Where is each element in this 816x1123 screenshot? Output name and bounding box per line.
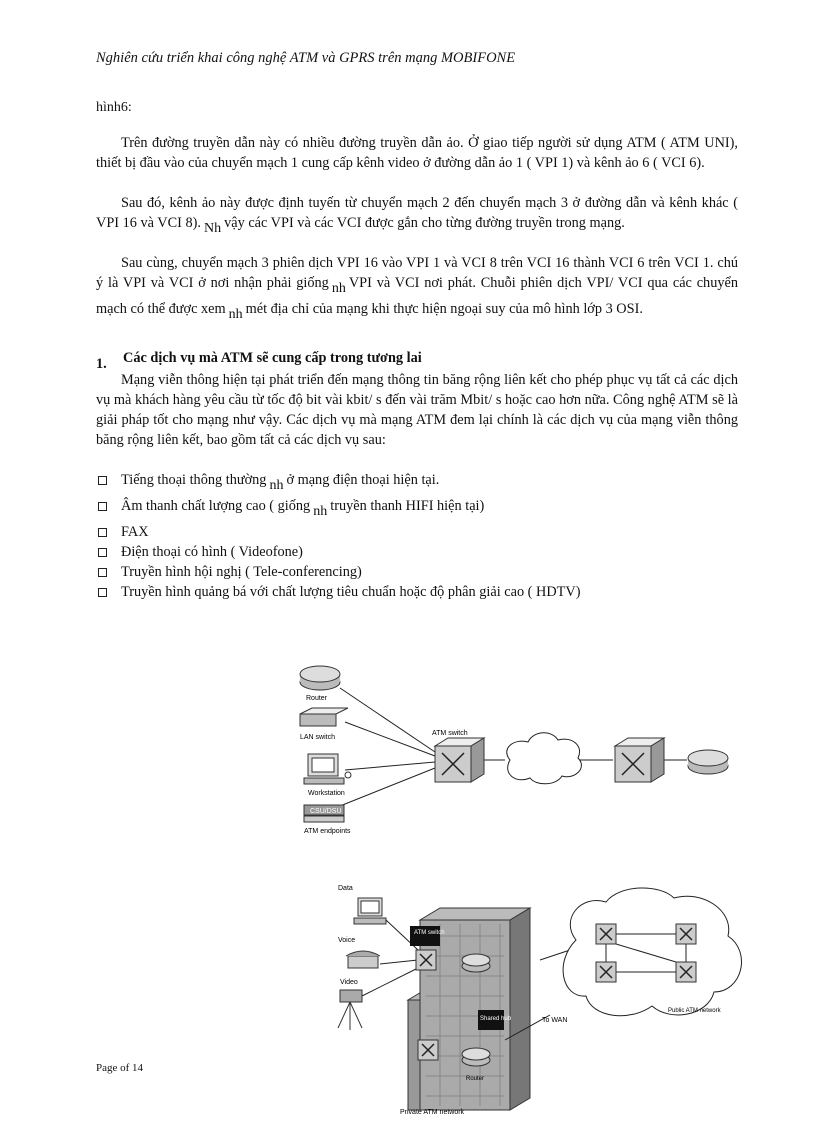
paragraph-3-text-a: Sau cùng, chuyển mạch 3 phiên dịch VPI 16 vào VPI 1 và VCI 8 trên VCI 16 thành VCI 6 trên VCI 1. chú ý là VPI và VCI ở nơi nhận phải giống [96,255,738,291]
atm-switch-icon [676,962,696,982]
atm-switch-icon [615,738,664,782]
list-item [96,522,738,542]
router-label: Router [306,695,328,702]
atm-switch-icon [596,962,616,982]
voice-label: Voice [338,937,356,944]
list-item [96,542,738,562]
bullet-box-icon [98,502,107,511]
csu-dsu-icon [304,805,351,835]
list-item-text: Tiếng thoại thông thường [121,472,267,488]
section-number: 1. [96,356,107,372]
router-icon [688,750,728,774]
paragraph-3-sub-1: nh [331,281,346,296]
list-item [96,562,738,582]
public-cloud-icon [563,888,741,1016]
workstation-icon [304,754,351,797]
cloud-icon [507,733,582,784]
router-icon [300,666,340,702]
paragraph-3-text-b: VPI và VCI nơi phát. Chuỗi phiên dịch VPI/ VCI qua các chuyển mạch có thể được xem [96,275,738,317]
section-intro: Mạng viễn thông hiện tại phát triển đến mạng thông tin băng rộng liên kết cho phép phục vụ tất cả các dịch vụ mà khách hàng yêu cầu từ tốc độ bit vài kbit/ s đến vài trăm Mbit/ s hoặc cao hơn nữa. Công nghệ ATM sẽ là giải pháp tốt cho mạng như vậy. Các dịch vụ mà mạng ATM đem lại chính là các dịch vụ của mạng viễn thông băng rộng liên kết, bao gồm tất cả các dịch vụ sau: [96,372,738,448]
atm-switch-label-box [410,926,445,946]
paragraph-2-sub: Nh [203,221,222,236]
paragraph-3-sub-2: nh [228,307,243,322]
video-label: Video [340,979,358,986]
workstation-label: Workstation [308,790,345,797]
list-item [96,582,738,602]
bullet-box-icon [98,568,107,577]
atm-switch-icon [416,950,436,970]
atm-switch-icon [596,924,616,944]
list-item-text: ở mạng điện thoại hiện tại. [286,472,440,488]
atm-switch-icon [676,924,696,944]
bullet-box-icon [98,528,107,537]
page-footer: Page of 14 [96,1062,144,1074]
paragraph-3-text-c: mét địa chỉ của mạng khi thực hiện ngoại suy của mô hình lớp 3 OSI. [245,301,643,317]
list-item-text: truyền thanh HIFI hiện tại) [330,498,485,514]
video-camera-icon [338,979,362,1030]
paragraph-2-text-b: vậy các VPI và các VCI được gắn cho từng đường truyền trong mạng. [224,215,625,231]
atm-switch-icon [432,730,484,782]
csu-dsu-label: CSU/DSU [310,808,342,815]
list-item [96,470,738,496]
list-item-sub: nh [269,478,284,493]
private-atm-label: Private ATM network [400,1109,465,1116]
atm-switch-label: ATM switch [432,730,468,737]
atm-switch-icon [418,1040,438,1060]
section-title: Các dịch vụ mà ATM sẽ cung cấp trong tương lai [123,350,422,366]
paragraph-3 [96,253,738,325]
page-header: Nghiên cứu triển khai công nghệ ATM và GPRS trên mạng MOBIFONE [96,50,516,66]
router-label: Router [466,1076,485,1082]
list-item-text: Truyền hình hội nghị ( Tele-conferencing) [121,564,362,580]
bullet-box-icon [98,548,107,557]
service-list [96,470,738,602]
bullet-box-icon [98,476,107,485]
bullet-box-icon [98,588,107,597]
private-public-atm-diagram [330,880,770,1118]
list-item-sub: nh [313,504,328,519]
data-terminal-icon [338,885,386,924]
data-label: Data [338,885,353,892]
phone-icon [338,937,380,968]
atm-endpoints-label: ATM endpoints [304,828,351,835]
paragraph-1: Trên đường truyền dẫn này có nhiều đường truyền dẫn ảo. Ở giao tiếp người sử dụng ATM ( ATM UNI), thiết bị đầu vào của chuyển mạch 1 cung cấp kênh video ở đường dẫn ảo 1 ( VPI 1) và kênh ảo 6 ( VCI 6). [96,135,738,171]
list-item [96,496,738,522]
list-item-text: Truyền hình quảng bá với chất lượng tiêu chuẩn hoặc độ phân giải cao ( HDTV) [121,584,581,600]
lan-switch-icon [300,708,348,741]
paragraph-2 [96,193,738,239]
list-item-text: Âm thanh chất lượng cao ( giống [121,498,311,514]
to-wan-label: To WAN [542,1017,568,1024]
list-item-text: Điện thoại có hình ( Videofone) [121,544,303,560]
atm-switch-label: ATM switch [414,930,445,936]
lan-switch-label: LAN switch [300,734,336,741]
router-icon [462,954,490,972]
figure-label: hình6: [96,100,132,115]
paragraph-2-text-a: Sau đó, kênh ảo này được định tuyến từ chuyển mạch 2 đến chuyển mạch 3 ở đường dẫn và kênh khác ( VPI 16 và VCI 8). [96,195,738,231]
atm-endpoints-diagram [290,660,740,840]
list-item-text: FAX [121,524,149,540]
public-atm-label: Public ATM network [668,1008,721,1014]
shared-hub-label: Shared hub [480,1016,512,1022]
